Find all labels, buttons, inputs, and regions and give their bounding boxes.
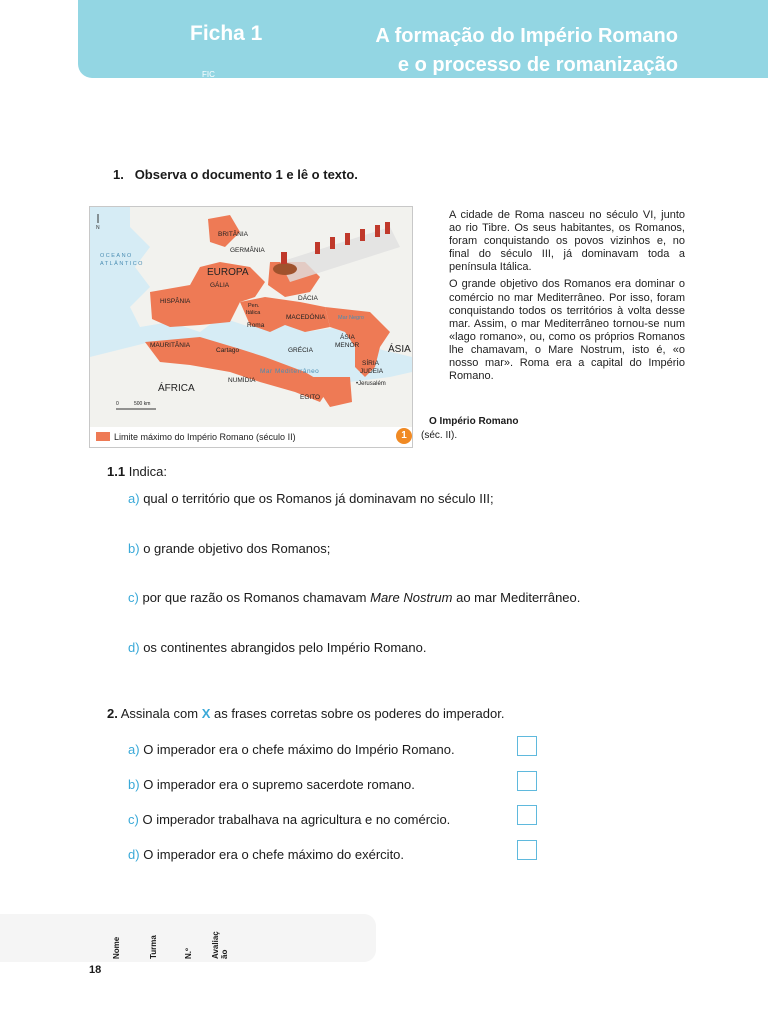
question-1-1-item-c <box>128 590 580 605</box>
question-1-1-item-d <box>128 640 426 655</box>
map-label-mauritania: MAURITÂNIA <box>150 342 191 349</box>
map-label-asia-menor-1: ÁSIA <box>340 334 355 341</box>
item-letter: a) <box>128 491 140 506</box>
colosseum-icon <box>12 18 72 70</box>
question-2-item-d <box>128 847 404 862</box>
title-line-1: A formação do Império Romano <box>375 25 678 47</box>
item-text: o grande objetivo dos Romanos; <box>143 541 331 556</box>
page-title <box>375 22 678 80</box>
question-1-text: Observa o documento 1 e lê o texto. <box>134 167 358 182</box>
item-text: qual o território que os Romanos já dominavam no século III; <box>143 491 494 506</box>
map-label-galia: GÁLIA <box>210 282 230 289</box>
question-2-text-after: as frases corretas sobre os poderes do imperador. <box>213 706 505 721</box>
title-line-2: e o processo de romanização <box>397 54 678 76</box>
field-nome[interactable]: Nome <box>112 936 121 959</box>
map-label-roma: Roma <box>247 322 265 329</box>
question-1 <box>113 167 358 182</box>
map-scale-zero: 0 <box>116 401 119 407</box>
question-1-1-item-a <box>128 491 494 506</box>
document-caption-sub: (séc. II). <box>421 430 458 441</box>
page-number: 18 <box>89 964 102 976</box>
question-1-1-number: 1.1 <box>107 464 126 479</box>
item-text-before: por que razão os Romanos chamavam <box>142 590 367 605</box>
map-label-siria: SÍRIA <box>362 360 379 367</box>
question-2-mark: X <box>201 706 211 721</box>
item-letter: c) <box>128 590 139 605</box>
field-avaliacao[interactable]: Avaliação <box>211 931 229 959</box>
item-text: O imperador era o chefe máximo do Império Romano. <box>143 742 455 757</box>
legend-swatch <box>96 432 110 441</box>
map-label-pen: Pen. <box>248 303 260 309</box>
checkbox-d[interactable] <box>517 840 537 860</box>
map-label-mar-mediterraneo: Mar Mediterrâneo <box>260 368 320 375</box>
map-label-numidia: NUMÍDIA <box>228 377 256 384</box>
question-2-number: 2. <box>107 706 118 721</box>
map-label-italica: Itálica <box>246 310 261 316</box>
question-2-item-a <box>128 742 455 757</box>
item-letter: d) <box>128 847 140 862</box>
item-text: O imperador trabalhava na agricultura e no comércio. <box>142 812 451 827</box>
map-label-jerusalem: •Jerusalém <box>356 381 386 387</box>
item-text-after: ao mar Mediterrâneo. <box>456 590 581 605</box>
checkbox-a[interactable] <box>517 736 537 756</box>
item-text: O imperador era o supremo sacerdote romano. <box>143 777 415 792</box>
legend-text: Limite máximo do Império Romano (século II) <box>114 432 296 442</box>
map-label-dacia: DÁCIA <box>298 295 318 302</box>
map-label-oceano: OCEANO <box>100 253 133 259</box>
map-label-africa: ÁFRICA <box>158 383 195 394</box>
question-2-text-before: Assinala com <box>120 706 199 721</box>
map-label-mar-negro: Mar Negro <box>338 315 364 321</box>
document-caption-title: O Império Romano <box>429 416 519 427</box>
checkbox-c[interactable] <box>517 805 537 825</box>
question-2-item-b <box>128 777 415 792</box>
question-1-number: 1. <box>113 167 124 182</box>
question-1-1-text: Indica: <box>128 464 168 479</box>
map-label-asia: ÁSIA <box>388 344 411 355</box>
north-label: N <box>96 225 100 231</box>
question-2 <box>107 706 504 721</box>
map-label-asia-menor-2: MENOR <box>335 342 360 349</box>
question-2-item-c <box>128 812 450 827</box>
item-italic-term: Mare Nostrum <box>370 590 453 605</box>
item-text: O imperador era o chefe máximo do exército. <box>143 847 405 862</box>
item-letter: b) <box>128 777 140 792</box>
roman-empire-map <box>89 206 413 448</box>
document-paragraph-1: A cidade de Roma nasceu no século VI, junto ao rio Tibre. Os seus habitantes, os Romanos, foram conquistando os povos vizinhos e, no final do século III, já dominavam toda a península Itálica. <box>449 209 685 274</box>
checkbox-b[interactable] <box>517 771 537 791</box>
item-letter: c) <box>128 812 139 827</box>
field-numero[interactable]: N.º <box>184 948 193 959</box>
worksheet-number: Ficha 1 <box>190 22 263 45</box>
field-turma[interactable]: Turma <box>149 935 158 959</box>
map-svg <box>90 207 412 447</box>
map-label-germania: GERMÂNIA <box>230 247 265 254</box>
question-1-1 <box>107 464 167 479</box>
map-label-hispania: HISPÂNIA <box>160 298 191 305</box>
map-label-europa: EUROPA <box>207 267 249 278</box>
item-letter: d) <box>128 640 140 655</box>
item-letter: a) <box>128 742 140 757</box>
map-label-judeia: JUDEIA <box>360 368 384 375</box>
map-scale-500: 500 km <box>134 401 151 407</box>
document-badge: 1 <box>396 428 412 444</box>
question-1-1-item-b <box>128 541 330 556</box>
document-text <box>449 209 685 387</box>
item-text: os continentes abrangidos pelo Império Romano. <box>143 640 427 655</box>
map-label-macedonia: MACEDÓNIA <box>286 314 326 321</box>
edition-mark: FIC <box>202 70 215 79</box>
item-letter: b) <box>128 541 140 556</box>
map-label-britannia: BRITÂNIA <box>218 231 248 238</box>
map-label-atlantico: ATLÂNTICO <box>100 261 144 267</box>
header-banner <box>78 0 768 78</box>
map-label-cartago: Cartago <box>216 347 240 354</box>
document-paragraph-2: O grande objetivo dos Romanos era dominar o comércio no mar Mediterrâneo. Por isso, foram conquistando todos os territórios à volta desse mar. Assim, o mar Mediterrâneo tornou-se num «lago romano», ou, como os próprios Romanos lhe chamavam, o Mare Nostrum, isto é, «o nosso mar». Roma era a capital do Império Romano. <box>449 278 685 383</box>
map-label-egito: EGITO <box>300 394 321 401</box>
map-label-grecia: GRÉCIA <box>288 347 313 354</box>
